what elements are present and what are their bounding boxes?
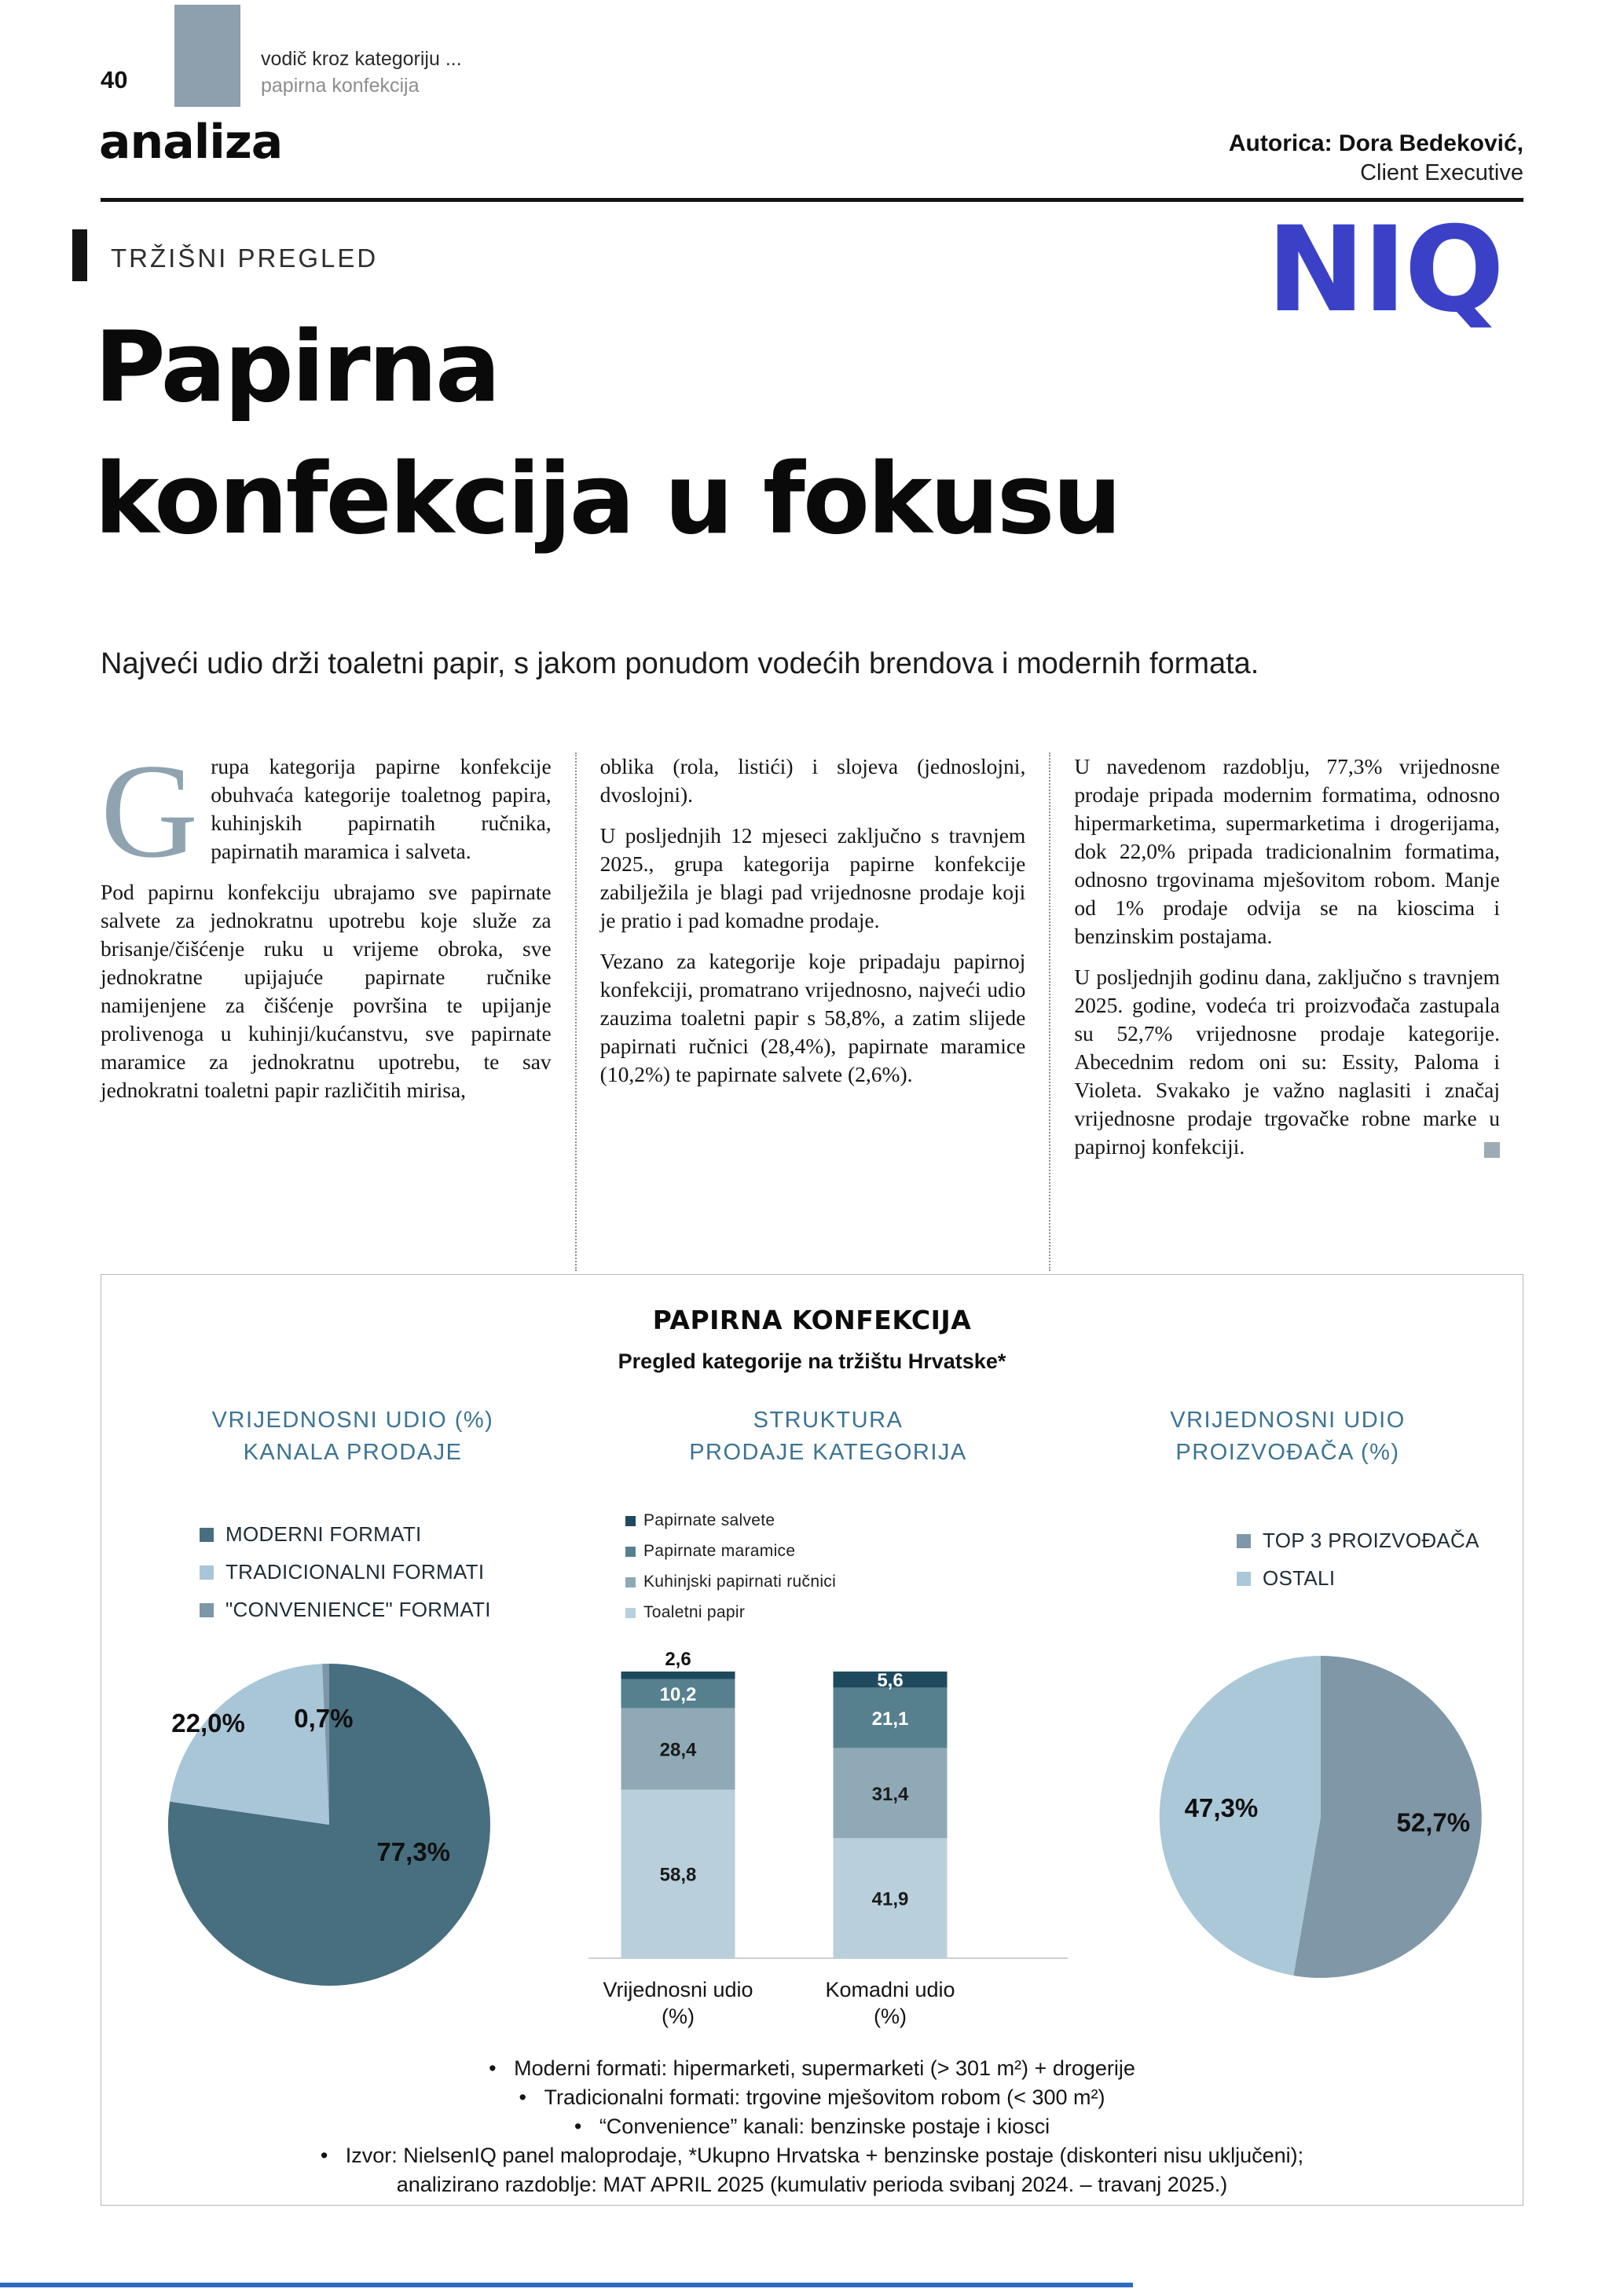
footnote-line: analizirano razdoblje: MAT APRIL 2025 (kumulativ perioda svibanj 2024. – travanj 2025.) — [396, 2173, 1228, 2196]
article-column-1 — [101, 737, 575, 1271]
pie-value-label: 0,7% — [294, 1703, 354, 1733]
kicker: TRŽIŠNI PREGLED — [111, 244, 379, 273]
paragraph: U posljednjih 12 mjeseci zaključno s travnjem 2025., grupa kategorija papirne konfekcije zabilježila je blagi pad vrijednosne prodaje koji je pratio i pad komadne prodaje. — [599, 823, 1026, 932]
pie-value-label: 47,3% — [1184, 1792, 1259, 1822]
legend-swatch-convenience — [200, 1603, 214, 1617]
legend-item — [1237, 1529, 1479, 1553]
legend-label: MODERNI FORMATI — [225, 1522, 422, 1546]
paragraph: Vezano za kategorije koje pripadaju papirnoj konfekciji, promatrano vrijednosno, najveći udio zauzima toaletni papir s 58,8%, a zatim slijede papirnati ručnici (28,4%), papirnate maramice (10,2%) te papirnate salvete (2,6%). — [599, 949, 1026, 1086]
legend-item — [625, 1603, 836, 1622]
drop-cap: G — [101, 737, 199, 886]
channel-chart-heading — [125, 1404, 581, 1469]
category-structure-section — [582, 1404, 1074, 2028]
bar-value-label: 10,2 — [659, 1684, 697, 1706]
footnote-line: • “Convenience” kanali: benzinske postaje i kiosci — [574, 2115, 1050, 2138]
legend-label: Toaletni papir — [643, 1603, 746, 1621]
legend-label: Papirnate maramice — [643, 1542, 796, 1560]
chart-panel-subtitle: Pregled kategorije na tržištu Hrvatske* — [618, 1349, 1006, 1373]
bar-segment — [621, 1672, 735, 1679]
breadcrumb — [261, 46, 462, 99]
paragraph-text: U posljednjih godinu dana, zaključno s travnjem 2025. godine, vodeća tri proizvođača zastupala su 52,7% vrijednosne prodaje kategorije. Abecednim redom oni su: Essity, Paloma i Violeta. Svakako je važno naglasiti i značaj vrijednosne prodaje trgovačke robne marke u papirnoj konfekciji. — [1074, 965, 1500, 1159]
article-end-mark — [1484, 1142, 1500, 1158]
heading-line: KANALA PRODAJE — [243, 1440, 463, 1465]
panel-footnotes — [101, 2054, 1523, 2199]
article-column-2 — [575, 753, 1050, 1271]
pie-slice — [170, 1664, 329, 1825]
legend-swatch-toaletni — [625, 1608, 636, 1618]
footer-accent-line — [0, 2283, 1133, 2287]
heading-line: VRIJEDNOSNI UDIO — [1170, 1408, 1406, 1433]
article-subtitle: Najveći udio drži toaletni papir, s jakom ponudom vodećih brendova i modernih formata. — [101, 647, 1259, 680]
legend-item — [200, 1522, 491, 1547]
legend-label: Kuhinjski papirnati ručnici — [643, 1573, 837, 1591]
channel-share-section — [125, 1404, 581, 1866]
pie-value-label: 77,3% — [376, 1836, 450, 1866]
heading-line: STRUKTURA — [753, 1408, 904, 1433]
legend-swatch-ostali — [1237, 1572, 1251, 1586]
manufacturer-legend — [1237, 1529, 1479, 1604]
legend-item — [625, 1573, 836, 1591]
legend-swatch-salvete — [625, 1516, 636, 1526]
legend-label: OSTALI — [1263, 1566, 1336, 1590]
paragraph — [1074, 963, 1500, 1161]
footnote-line: • Izvor: NielsenIQ panel maloprodaje, *Ukupno Hrvatska + benzinske postaje (diskonteri nisu uključeni); — [320, 2144, 1304, 2167]
bar-value-label: 28,4 — [659, 1739, 697, 1761]
page-number: 40 — [101, 66, 128, 93]
author-name: Autorica: Dora Bedeković, — [1228, 130, 1523, 156]
bar-category-label: Vrijednosni udio (%) — [603, 1978, 753, 2028]
legend-label: TRADICIONALNI FORMATI — [225, 1560, 485, 1584]
legend-item — [1237, 1566, 1479, 1591]
breadcrumb-line2: papirna konfekcija — [261, 75, 420, 97]
channel-legend — [200, 1522, 491, 1635]
author-block — [1229, 130, 1523, 186]
article-body — [101, 737, 1523, 1271]
paragraph-text: rupa kategorija papirne konfekcije obuhvaća kategorije toaletnog papira, kuhinjskih papirnatih ručnika, papirnatih maramica i salveta. — [211, 754, 552, 863]
legend-swatch-tradicionalni — [200, 1565, 214, 1580]
bar-value-label: 2,6 — [665, 1649, 691, 1670]
bar-category-label: Komadni udio (%) — [825, 1978, 955, 2028]
legend-swatch-top3 — [1237, 1534, 1251, 1548]
article-column-3 — [1049, 753, 1523, 1271]
bar-value-label: 41,9 — [871, 1888, 909, 1910]
heading-line: PROIZVOĐAČA (%) — [1175, 1440, 1400, 1465]
heading-line: VRIJEDNOSNI UDIO (%) — [211, 1408, 494, 1433]
paragraph: Pod papirnu konfekciju ubrajamo sve papirnate salvete za jednokratnu upotrebu koje služe za brisanje/čišćenje ruku u vrijeme obroka, sve jednokratne upijajuće papirnate ručnike namijenjene za čišćenje površina te upijanje prolivenoga u kuhinji/kućanstvu, sve papirnate maramice za jednokratnu upotrebu, te sav jednokratni toaletni papir različitih mirisa, — [101, 880, 552, 1102]
manufacturer-share-pie-chart — [1148, 1644, 1494, 1990]
bar-value-label: 21,1 — [871, 1708, 909, 1730]
manufacturer-share-section — [1076, 1404, 1500, 1837]
heading-line: PRODAJE KATEGORIJA — [689, 1440, 967, 1465]
breadcrumb-line1: vodič kroz kategoriju ... — [261, 48, 462, 70]
paragraph: oblika (rola, listići) i slojeva (jednoslojni, dvoslojni). — [599, 754, 1026, 807]
author-role: Client Executive — [1360, 160, 1523, 185]
legend-label: TOP 3 PROIZVOĐAČA — [1263, 1529, 1479, 1552]
category-structure-bar-chart — [582, 1648, 1074, 1978]
section-title: analiza — [99, 115, 283, 170]
title-line-2: konfekcija u fokusu — [94, 443, 1120, 556]
breadcrumb-color-block — [174, 5, 240, 107]
niq-logo: NIQ — [1267, 202, 1502, 339]
pie-value-label: 52,7% — [1396, 1807, 1471, 1837]
manufacturer-chart-heading — [1076, 1404, 1500, 1469]
legend-item — [625, 1542, 836, 1561]
footnote-line: • Moderni formati: hipermarketi, supermarketi (> 301 m²) + drogerije — [489, 2056, 1135, 2080]
kicker-bar — [72, 229, 87, 281]
paragraph — [101, 737, 552, 886]
paragraph: U navedenom razdoblju, 77,3% vrijednosne prodaje pripada modernim formatima, odnosno hipermarketima, supermarketima i drogerijama, dok 22,0% pripada tradicionalnim formatima, odnosno trgovinama mješovitom robom. Manje od 1% prodaje odvija se na kioscima i benzinskim postajama. — [1074, 754, 1500, 948]
legend-item — [200, 1560, 491, 1584]
legend-label: "CONVENIENCE" FORMATI — [225, 1598, 491, 1621]
title-line-1: Papirna — [94, 311, 499, 424]
legend-swatch-maramice — [625, 1547, 636, 1557]
chart-panel — [101, 1274, 1523, 2206]
legend-item — [200, 1598, 491, 1622]
bar-value-label: 5,6 — [877, 1670, 904, 1692]
legend-label: Papirnate salvete — [643, 1511, 775, 1529]
structure-legend — [625, 1511, 836, 1634]
channel-share-pie-chart — [156, 1652, 502, 1998]
article-title — [94, 302, 1120, 566]
bar-value-label: 31,4 — [871, 1783, 909, 1805]
bar-value-label: 58,8 — [659, 1864, 697, 1886]
footnote-line: • Tradicionalni formati: trgovine mješovitom robom (< 300 m²) — [519, 2085, 1105, 2109]
legend-swatch-moderni — [200, 1528, 214, 1542]
chart-panel-title: PAPIRNA KONFEKCIJA — [652, 1305, 972, 1335]
pie-value-label: 22,0% — [171, 1708, 245, 1738]
legend-swatch-rucnici — [625, 1577, 636, 1587]
structure-chart-heading — [582, 1404, 1074, 1469]
legend-item — [625, 1511, 836, 1530]
